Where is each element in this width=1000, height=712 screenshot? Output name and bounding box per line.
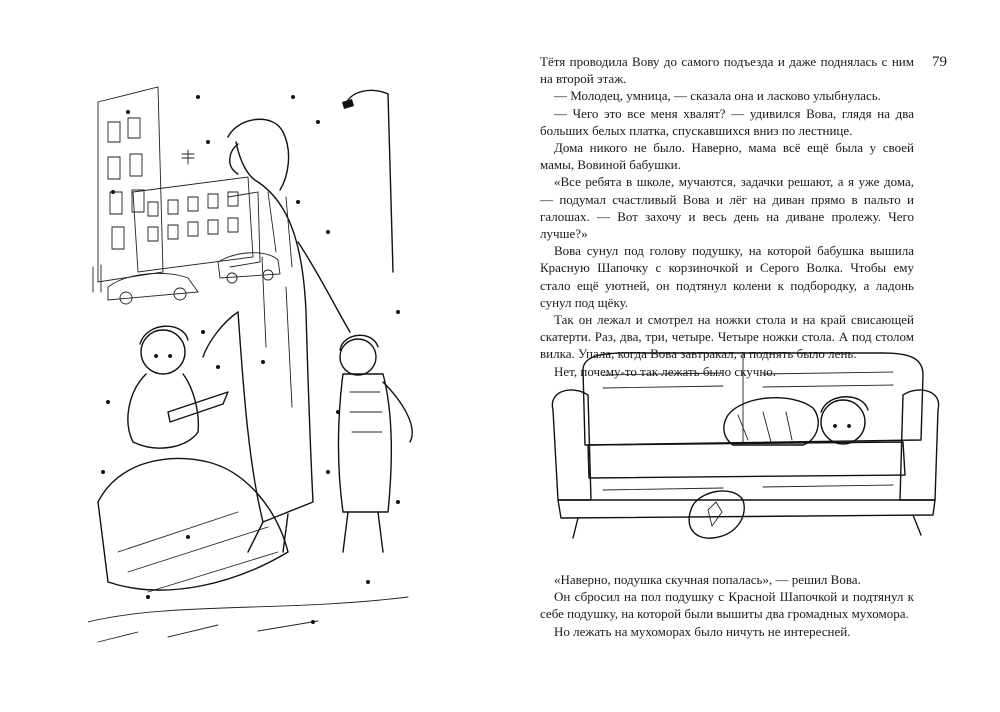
vova-figure [338,335,412,552]
winter-street-illustration [88,82,418,662]
story-text-bottom [540,571,914,640]
paragraph: Но лежать на мухоморах было ничуть не интересней. [554,623,851,639]
paragraph: «Наверно, подушка скучная попалась», — решил Вова. [554,572,861,587]
paragraph: «Все ребята в школе, мучаются, задачки решают, а я уже дома, — подумал счастливый Вова и лёг на диван прямо в пальто и галошах. — Вот захочу и весь день на диване пролежу. Чего лучше?» [540,174,914,242]
page-number: 79 [932,54,947,70]
aunt-figure [203,119,350,552]
paragraph: Нет, почему-то так лежать было скучно. [554,363,777,379]
story-text-top [540,53,914,380]
paragraph: Так он лежал и смотрел на ножки стола и на край свисающей скатерти. Раз, два, три, четыре. Четыре ножки стола. А под столом вилка. Упала, когда Вова завтракал, а поднять было лень. [540,312,914,362]
paragraph: Дома никого не было. Наверно, мама всё ещё была у своей мамы, Вовиной бабушки. [540,140,914,173]
kid-with-carrot-figure [98,326,288,592]
paragraph: Вова сунул под голову подушку, на которой бабушка вышила Красную Шапочку с корзиночкой и Серого Волка. Чтобы ему стало ещё уютней, он подтянул колени к подбородку, а ладонь сунул под щёку. [540,243,914,310]
snowflakes [101,95,400,624]
right-page [500,0,1000,712]
vova-lying-figure [724,397,868,445]
paragraph: Он сбросил на пол подушку с Красной Шапочкой и подтянул к себе подушку, на которой были вышиты два громадных мухомора. [540,589,914,622]
boy-on-sofa-illustration [543,350,943,545]
paragraph: — Чего это все меня хвалят? — удивился Вова, глядя на два больших белых платка, спускавшихся вниз по лестнице. [540,105,914,138]
paragraph: — Молодец, умница, — сказала она и ласково улыбнулась. [554,88,881,104]
paragraph: Тётя проводила Вову до самого подъезда и даже поднялась с ним на второй этаж. [540,54,914,87]
buildings-sketch [98,87,260,282]
